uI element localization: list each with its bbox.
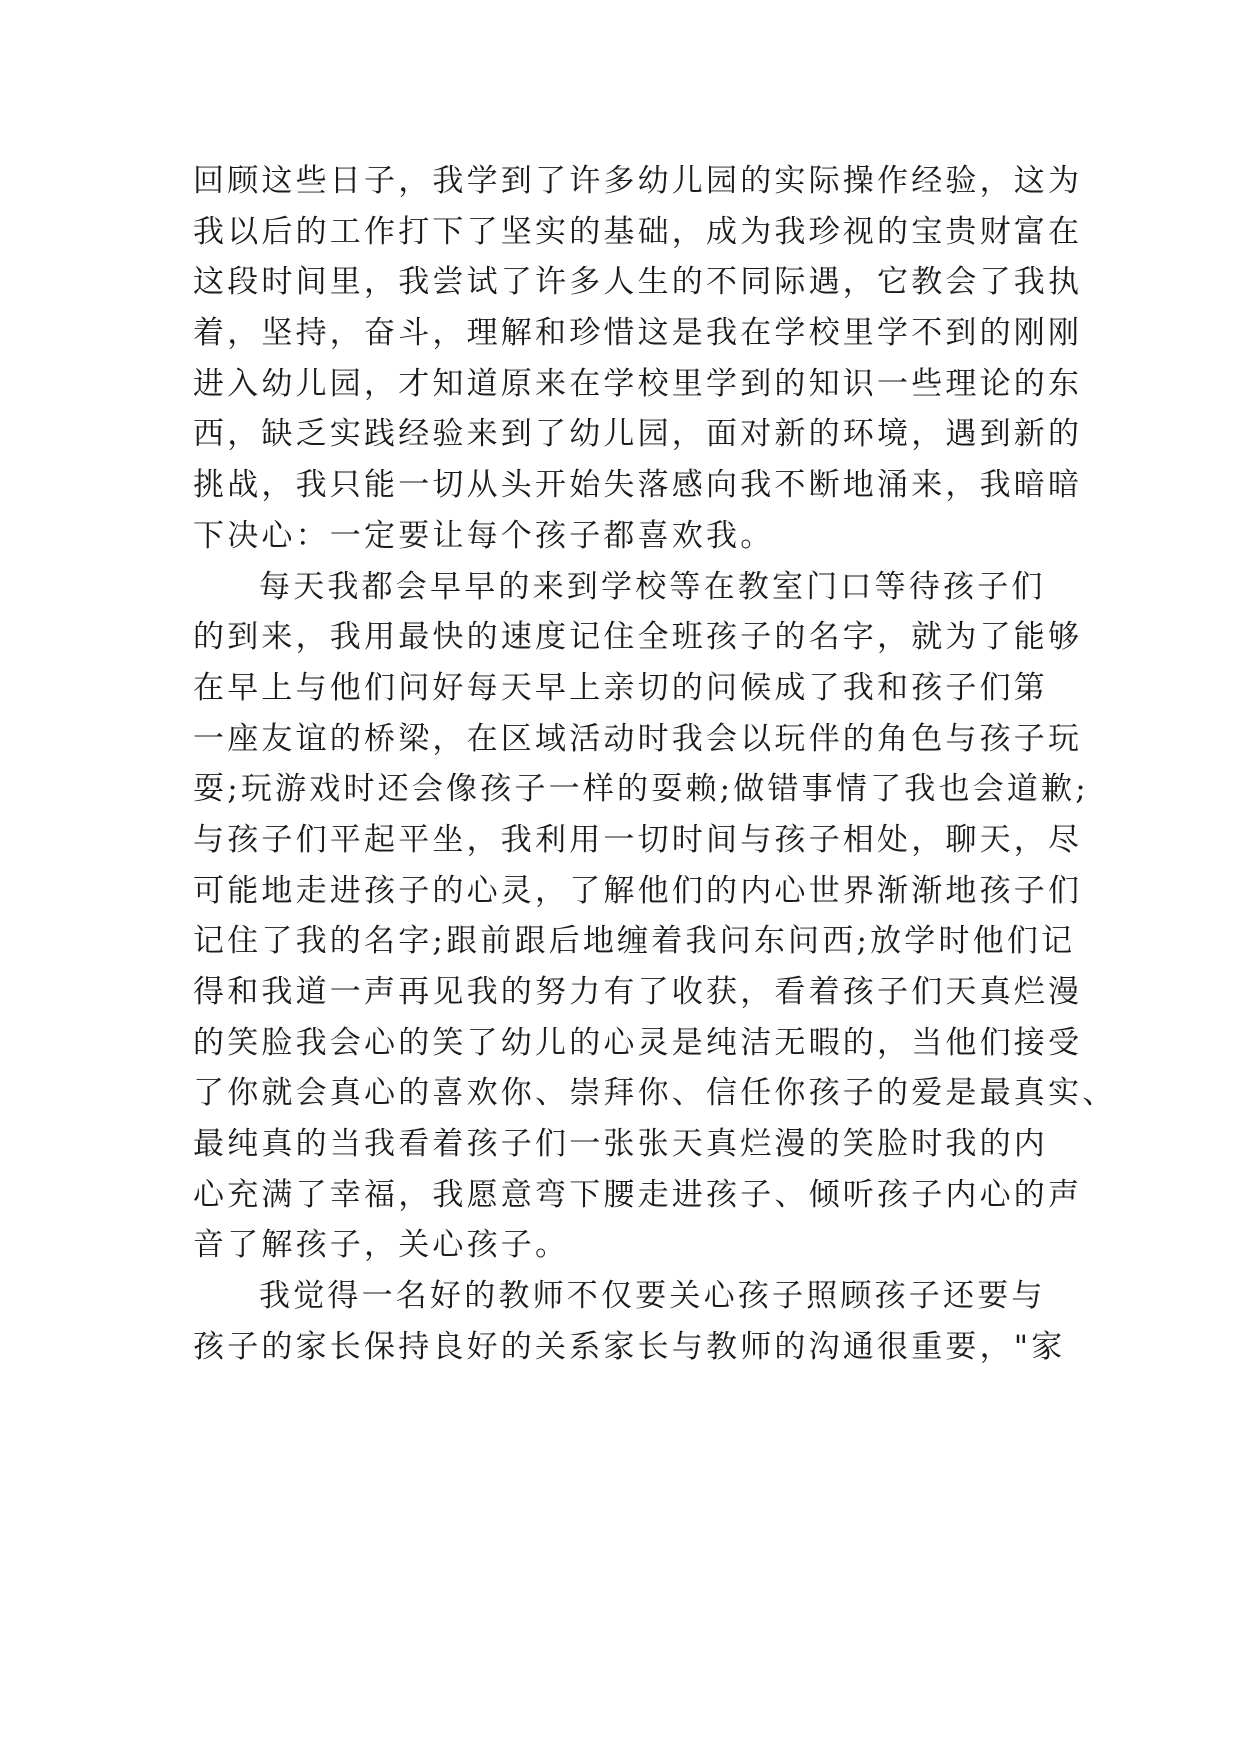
paragraph-3 [193,1271,1066,1372]
paragraph-line: 孩子的家长保持良好的关系家长与教师的沟通很重要，"家 [193,1328,1066,1365]
paragraph-line: 音了解孩子，关心孩子。 [193,1227,570,1264]
paragraph-line: 的到来，我用最快的速度记住全班孩子的名字，就为了能够 [193,619,1083,656]
paragraph-line: 这段时间里，我尝试了许多人生的不同际遇，它教会了我执 [193,264,1083,301]
paragraph-line: 心充满了幸福，我愿意弯下腰走进孩子、倾听孩子内心的声 [193,1176,1083,1213]
paragraph-line: 记住了我的名字;跟前跟后地缠着我问东问西;放学时他们记 [193,923,1076,960]
paragraph-line: 每天我都会早早的来到学校等在教室门口等待孩子们 [259,568,1046,605]
paragraph-line: 进入幼儿园，才知道原来在学校里学到的知识一些理论的东 [193,365,1083,402]
paragraph-line: 了你就会真心的喜欢你、崇拜你、信任你孩子的爱是最真实、 [193,1075,1117,1112]
paragraph-line: 与孩子们平起平坐，我利用一切时间与孩子相处，聊天，尽 [193,821,1083,858]
paragraph-line: 耍;玩游戏时还会像孩子一样的耍赖;做错事情了我也会道歉; [193,771,1089,808]
paragraph-line: 回顾这些日子，我学到了许多幼儿园的实际操作经验，这为 [193,163,1083,199]
paragraph-line: 一座友谊的桥梁，在区域活动时我会以玩伴的角色与孩子玩 [193,720,1083,757]
paragraph-line: 挑战，我只能一切从头开始失落感向我不断地涌来，我暗暗 [193,467,1083,504]
paragraph-line: 西，缺乏实践经验来到了幼儿园，面对新的环境，遇到新的 [193,416,1083,453]
paragraph-line: 我觉得一名好的教师不仅要关心孩子照顾孩子还要与 [259,1278,1046,1315]
paragraph-line: 可能地走进孩子的心灵，了解他们的内心世界渐渐地孩子们 [193,872,1083,909]
paragraph-line: 下决心：一定要让每个孩子都喜欢我。 [193,517,775,554]
paragraph-line: 的笑脸我会心的笑了幼儿的心灵是纯洁无暇的，当他们接受 [193,1024,1083,1061]
paragraph-1 [193,156,1083,562]
paragraph-line: 在早上与他们问好每天早上亲切的问候成了我和孩子们第 [193,669,1048,706]
paragraph-line: 我以后的工作打下了坚实的基础，成为我珍视的宝贵财富在 [193,213,1083,250]
paragraph-line: 得和我道一声再见我的努力有了收获，看着孩子们天真烂漫 [193,974,1083,1010]
document-body [193,156,1117,1373]
paragraph-line: 最纯真的当我看着孩子们一张张天真烂漫的笑脸时我的内 [193,1126,1048,1163]
paragraph-line: 着，坚持，奋斗，理解和珍惜这是我在学校里学不到的刚刚 [193,315,1083,352]
paragraph-2 [193,562,1117,1272]
